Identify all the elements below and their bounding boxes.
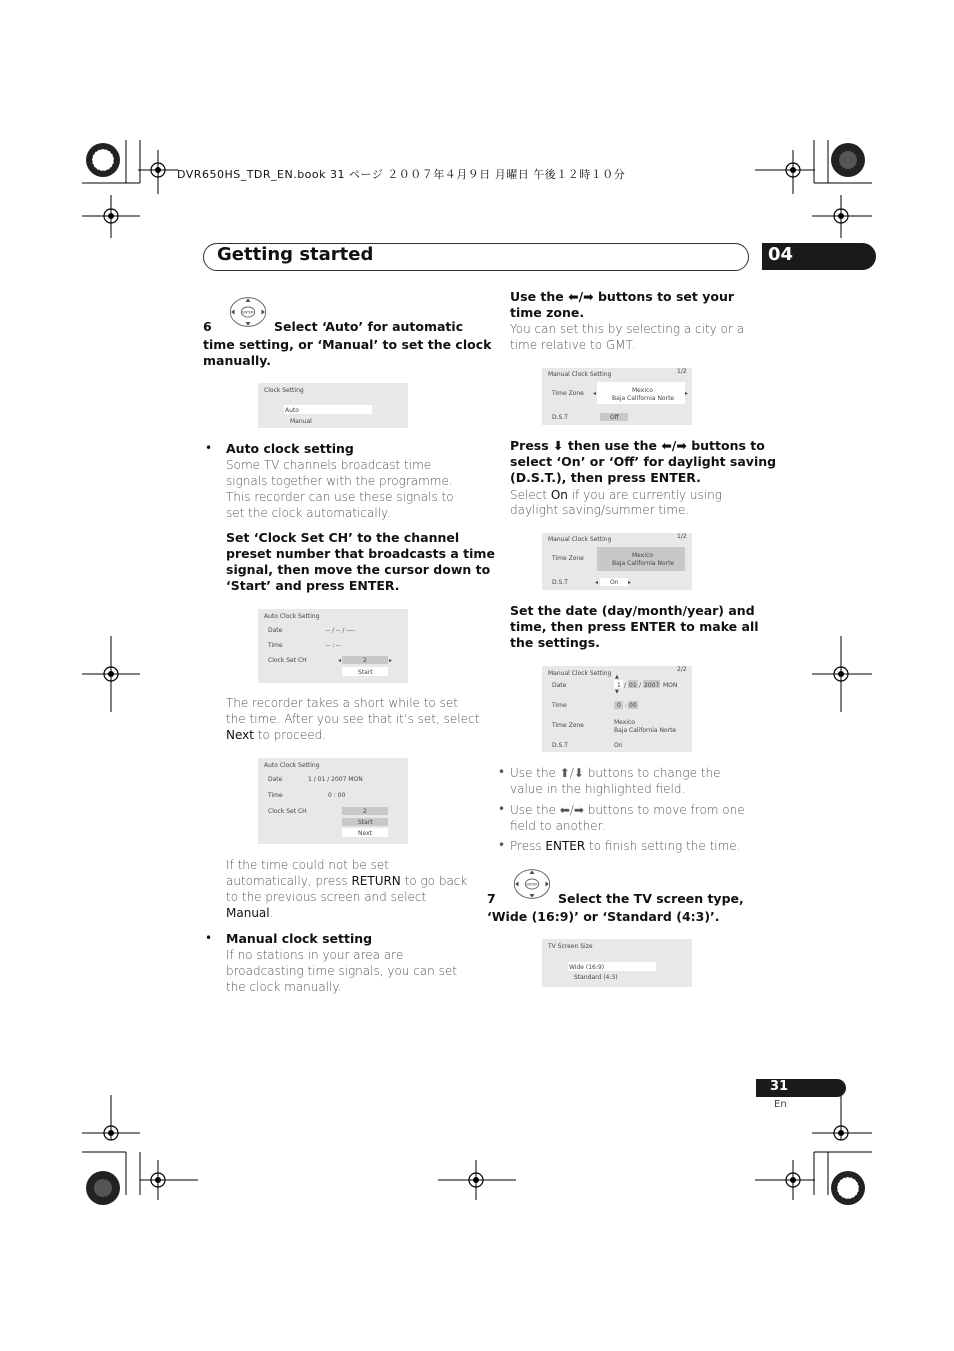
start-option: Start — [358, 669, 373, 676]
dst-body-2: daylight saving/summer time. — [510, 503, 690, 517]
time-value: -- : -- — [326, 642, 341, 649]
dst-value: Off — [610, 414, 619, 421]
manual-body-3: the clock manually. — [226, 980, 342, 994]
tz-label: Time Zone — [552, 390, 584, 397]
tip-2a: Use the ⬅/➡ buttons to move from one — [510, 803, 745, 817]
weekday-value: MON — [663, 682, 678, 689]
tip-3a: Press — [510, 839, 546, 853]
option-manual: Manual — [290, 418, 312, 425]
tip-2b: field to another. — [510, 819, 606, 833]
up-arrow-icon: ▲ — [615, 674, 619, 680]
date-heading-2: time, then press ENTER to make all — [510, 619, 759, 634]
left-arrow-icon: ◂ — [595, 579, 599, 586]
date-separator: / — [624, 682, 627, 689]
step6-title-c: manually. — [203, 353, 272, 368]
down-arrow-icon: ▼ — [615, 689, 619, 695]
time-value: 0 : 00 — [328, 792, 346, 799]
screen-title: Auto Clock Setting — [264, 762, 320, 769]
dst-body-1a: Select — [510, 488, 551, 502]
tz-value-2: Baja California Norte — [614, 727, 677, 734]
next-option: Next — [358, 830, 372, 837]
date-separator: / — [639, 682, 642, 689]
fail-text-2 — [226, 873, 467, 889]
clock-ch-label: Clock Set CH — [268, 657, 307, 664]
time-label: Time — [552, 702, 567, 709]
date-label: Date — [268, 627, 283, 634]
tip-1a: Use the ⬆/⬇ buttons to change the — [510, 766, 721, 780]
left-arrow-icon: ◂ — [593, 390, 597, 397]
auto-instr-3: signal, then move the cursor down to — [226, 562, 491, 577]
tz-value-1: Mexico — [614, 719, 635, 726]
manual-body-2: broadcasting time signals, you can set — [226, 964, 457, 978]
recorder-text-2: the time. After you see that it’s set, select — [226, 712, 480, 726]
fail-text-4 — [226, 905, 273, 921]
date-label: Date — [268, 776, 283, 783]
chapter-number: 04 — [768, 244, 794, 265]
date-value: 1 / 01 / 2007 MON — [308, 776, 363, 783]
tz-box — [597, 547, 685, 571]
tz-value-2: Baja California Norte — [612, 395, 675, 402]
dst-label: D.S.T — [552, 579, 568, 586]
dst-body-1 — [510, 487, 722, 503]
step6-number: 6 — [203, 319, 212, 334]
page-indicator: 2/2 — [677, 666, 687, 673]
auto-clock-screen-2 — [258, 758, 408, 844]
option-wide: Wide (16:9) — [569, 964, 605, 971]
day-value: 1 — [617, 682, 621, 689]
manual-heading: Manual clock setting — [226, 931, 373, 946]
step6-title-b: time setting, or ‘Manual’ to set the clock — [203, 337, 492, 352]
option-auto: Auto — [285, 407, 299, 414]
auto-heading: Auto clock setting — [226, 441, 354, 456]
step7-title-a: Select the TV screen type, — [558, 891, 744, 906]
auto-body-4: set the clock automatically. — [226, 506, 391, 520]
tz-label: Time Zone — [552, 555, 584, 562]
date-heading-1: Set the date (day/month/year) and — [510, 603, 755, 618]
screen-title: Auto Clock Setting — [264, 613, 320, 620]
minute-value: 00 — [629, 702, 637, 709]
fail-text-1: If the time could not be set — [226, 858, 389, 872]
auto-instr-2: preset number that broadcasts a time — [226, 546, 495, 561]
dial-icon — [226, 296, 270, 328]
manual-clock-screen-2 — [542, 533, 692, 590]
fail-text-3: to the previous screen and select — [226, 890, 427, 904]
manual-keyword: Manual — [226, 906, 270, 920]
enter-keyword: ENTER — [545, 839, 586, 853]
right-arrow-icon: ▸ — [389, 657, 393, 664]
bullet-dot: • — [498, 765, 506, 779]
right-arrow-icon: ▸ — [685, 390, 689, 397]
recorder-text-1: The recorder takes a short while to set — [226, 696, 458, 710]
return-keyword: RETURN — [351, 874, 401, 888]
tip-3 — [510, 838, 741, 854]
clock-setting-screen — [258, 383, 408, 428]
dst-value: On — [610, 579, 619, 586]
tz-value-1: Mexico — [632, 552, 653, 559]
bullet-dot: • — [205, 441, 213, 455]
tz-value-1: Mexico — [632, 387, 653, 394]
page-number: 31 — [770, 1079, 789, 1094]
screen-title: Manual Clock Setting — [548, 670, 612, 677]
auto-instr-1: Set ‘Clock Set CH’ to the channel — [226, 530, 460, 545]
dst-heading-2: select ‘On’ or ‘Off’ for daylight saving — [510, 454, 777, 469]
next-keyword: Next — [226, 728, 254, 742]
bullet-dot: • — [498, 802, 506, 816]
auto-clock-screen-1 — [258, 609, 408, 683]
tz-heading-a: Use the ⬅/➡ buttons to set your — [510, 289, 735, 304]
dst-label: D.S.T — [552, 742, 568, 749]
screen-title: Manual Clock Setting — [548, 536, 612, 543]
dst-value: On — [614, 742, 623, 749]
on-keyword: On — [550, 488, 568, 502]
dst-label: D.S.T — [552, 414, 568, 421]
page-indicator: 1/2 — [677, 533, 687, 540]
date-value: -- / -- / ---- — [326, 627, 355, 634]
page-indicator: 1/2 — [677, 368, 687, 375]
tz-value-2: Baja California Norte — [612, 560, 675, 567]
dst-heading-1: Press ⬇ then use the ⬅/➡ buttons to — [510, 438, 765, 453]
tip-1b: value in the highlighted field. — [510, 782, 686, 796]
bullet-dot: • — [205, 931, 213, 945]
auto-body-3: This recorder can use these signals to — [226, 490, 454, 504]
screen-title: TV Screen Size — [548, 943, 593, 950]
fail-text-4-rest: . — [269, 906, 274, 920]
tz-body-2: time relative to GMT. — [510, 338, 636, 352]
manual-clock-screen-3 — [542, 666, 692, 752]
page-language: En — [774, 1099, 787, 1110]
step6-title-a: Select ‘Auto’ for automatic — [274, 319, 464, 334]
auto-body-2: signals together with the programme. — [226, 474, 453, 488]
tz-body-1: You can set this by selecting a city or a — [510, 322, 745, 336]
manual-body-1: If no stations in your area are — [226, 948, 404, 962]
bullet-dot: • — [498, 838, 506, 852]
manual-clock-screen-1 — [542, 368, 692, 425]
date-heading-3: the settings. — [510, 635, 600, 650]
tz-label: Time Zone — [552, 722, 584, 729]
dial-label: ENTER — [242, 310, 254, 315]
auto-body-1: Some TV channels broadcast time — [226, 458, 432, 472]
start-option: Start — [358, 819, 373, 826]
dial-icon — [510, 868, 554, 900]
right-arrow-icon: ▸ — [628, 579, 632, 586]
option-standard: Standard (4:3) — [574, 974, 618, 981]
hour-value: 0 — [617, 702, 621, 709]
tz-heading-b: time zone. — [510, 305, 585, 320]
year-value: 2007 — [644, 682, 660, 689]
date-label: Date — [552, 682, 567, 689]
fail-text-2c: to go back — [400, 874, 468, 888]
time-label: Time — [268, 792, 283, 799]
left-arrow-icon: ◂ — [338, 657, 342, 664]
recorder-text-3 — [226, 727, 326, 743]
dst-body-1c: if you are currently using — [567, 488, 722, 502]
clock-ch-label: Clock Set CH — [268, 808, 307, 815]
dst-heading-3: (D.S.T.), then press ENTER. — [510, 470, 701, 485]
tv-screen-size-screen — [542, 939, 692, 987]
dial-label: ENTER — [526, 882, 538, 887]
auto-instr-4: ‘Start’ and press ENTER. — [226, 578, 400, 593]
screen-title: Clock Setting — [264, 387, 304, 394]
time-label: Time — [268, 642, 283, 649]
step7-title-b: ‘Wide (16:9)’ or ‘Standard (4:3)’. — [487, 909, 720, 924]
month-value: 01 — [629, 682, 637, 689]
time-separator: : — [625, 702, 628, 709]
recorder-text-3-rest: to proceed. — [253, 728, 327, 742]
step7-number: 7 — [487, 891, 496, 906]
section-title: Getting started — [217, 244, 374, 265]
file-header: DVR650HS_TDR_EN.book 31 ページ ２００７年４月９日 月曜日 午後１２時１０分 — [177, 168, 626, 181]
ch-value: 2 — [363, 657, 367, 664]
ch-value: 2 — [363, 808, 367, 815]
screen-title: Manual Clock Setting — [548, 371, 612, 378]
tip-3c: to finish setting the time. — [585, 839, 741, 853]
fail-text-2a: automatically, press — [226, 874, 352, 888]
